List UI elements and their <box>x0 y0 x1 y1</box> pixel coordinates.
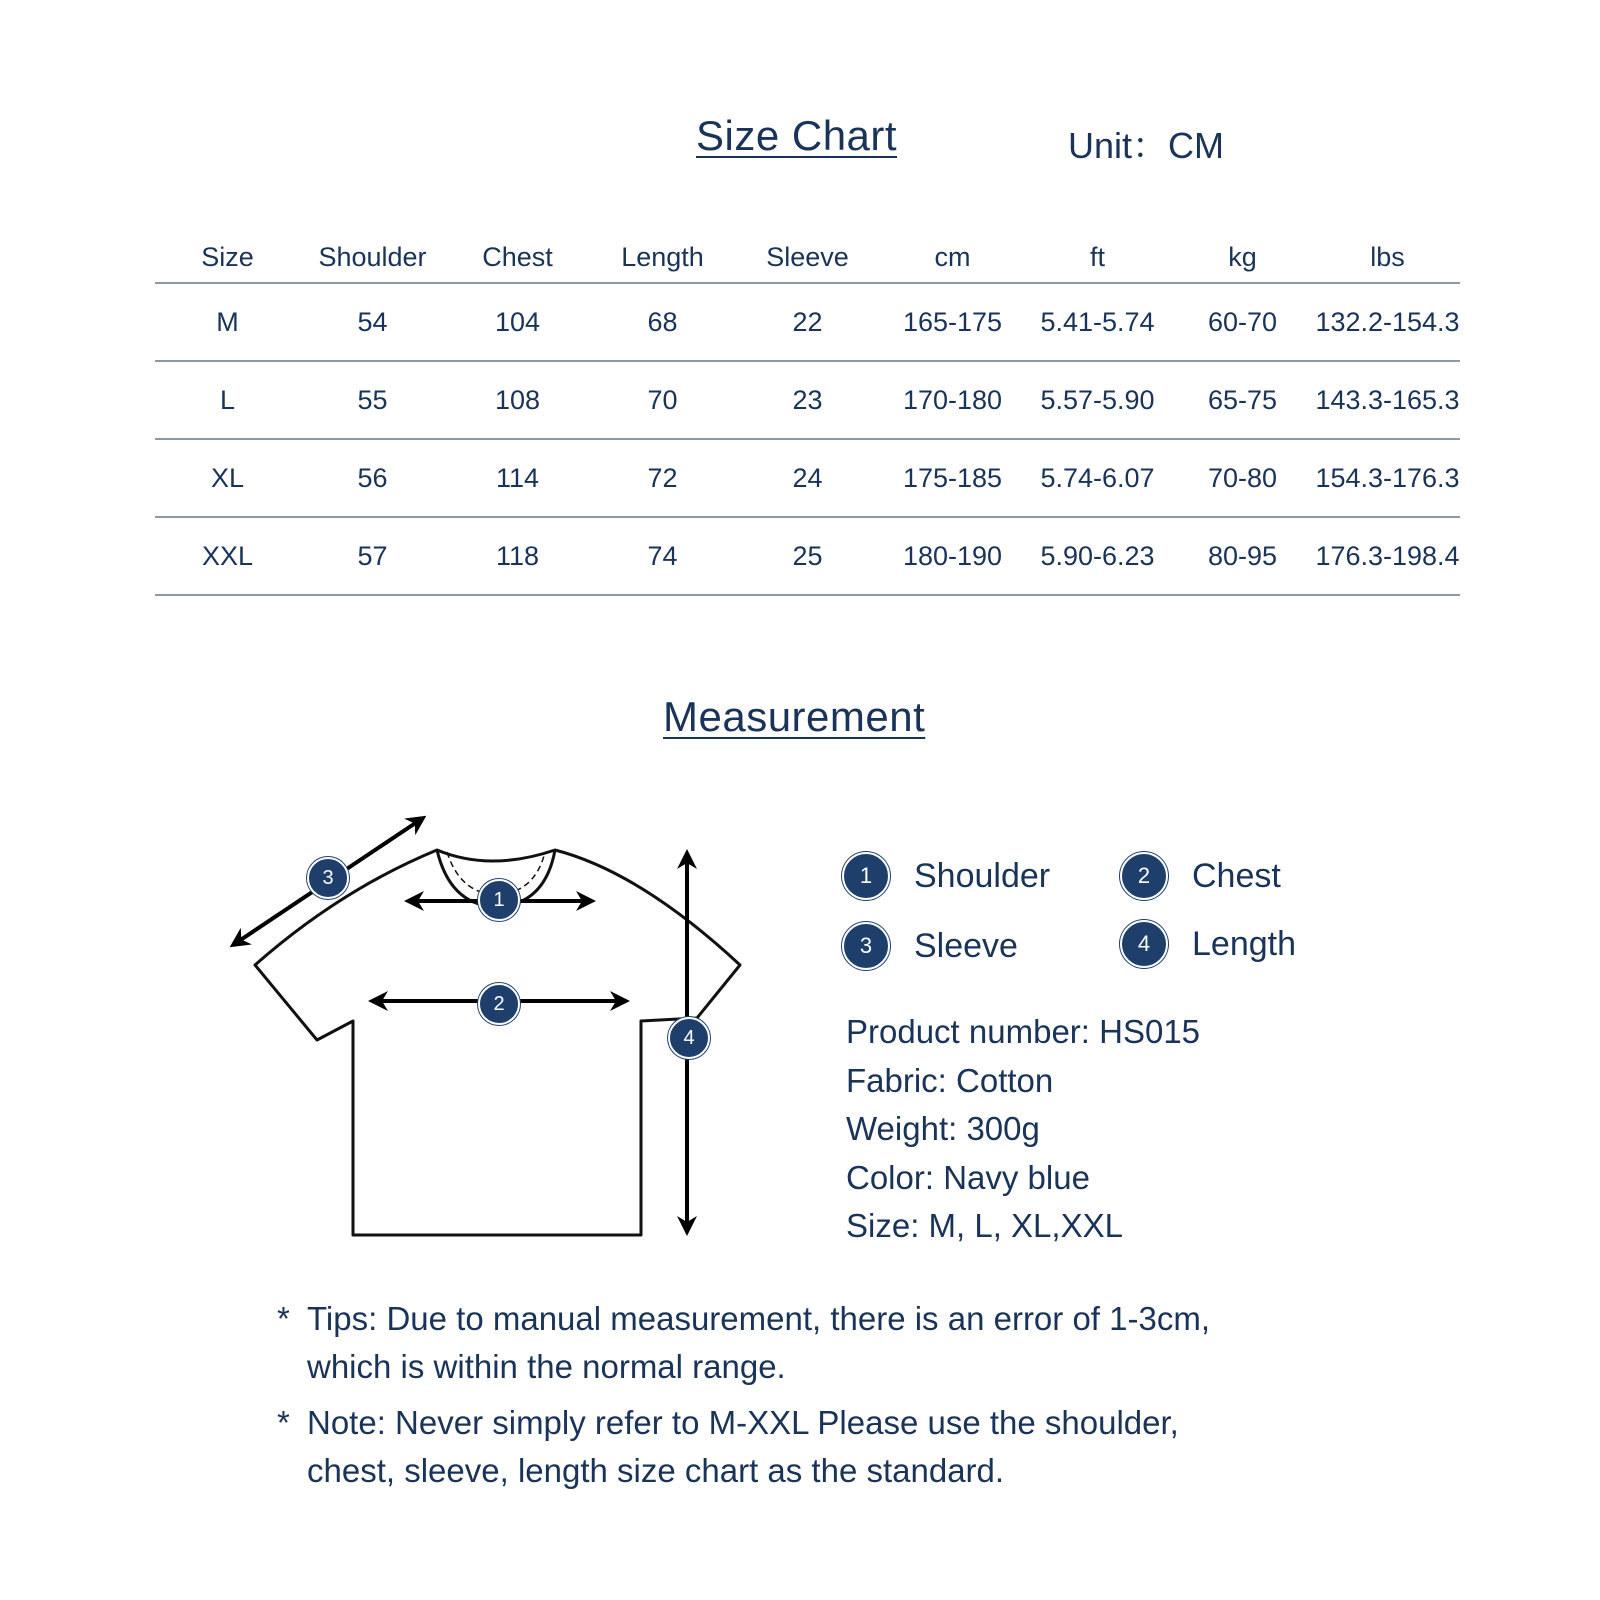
table-cell: 5.74-6.07 <box>1025 439 1170 517</box>
tshirt-diagram <box>0 0 800 1260</box>
column-header-cm: cm <box>880 232 1025 283</box>
table-cell: 170-180 <box>880 361 1025 439</box>
legend-badge: 4 <box>1120 920 1168 968</box>
table-cell: 23 <box>735 361 880 439</box>
table-cell: 72 <box>590 439 735 517</box>
table-cell: 108 <box>445 361 590 439</box>
size-chart-title: Size Chart <box>696 112 898 159</box>
diagram-badge-length: 4 <box>668 1017 710 1059</box>
product-number: Product number: HS015 <box>846 1013 1201 1050</box>
table-cell: 60-70 <box>1170 283 1315 361</box>
table-cell: 5.57-5.90 <box>1025 361 1170 439</box>
legend-badge: 1 <box>842 852 890 900</box>
product-weight: Weight: 300g <box>846 1110 1040 1147</box>
legend-item-length <box>1120 920 1296 968</box>
note-line: chest, sleeve, length size chart as the standard. <box>307 1452 1005 1489</box>
table-cell: XL <box>155 439 300 517</box>
table-cell: 65-75 <box>1170 361 1315 439</box>
table-cell: 22 <box>735 283 880 361</box>
table-cell: 180-190 <box>880 517 1025 595</box>
legend-label: Sleeve <box>914 926 1018 965</box>
legend-label: Chest <box>1192 856 1281 895</box>
table-cell: 118 <box>445 517 590 595</box>
table-cell: L <box>155 361 300 439</box>
unit-label: Unit：CM <box>1068 125 1225 166</box>
notes <box>277 1295 1210 1503</box>
note-note <box>277 1399 1210 1495</box>
table-cell: 57 <box>300 517 445 595</box>
column-header-shoulder: Shoulder <box>300 232 445 283</box>
legend-item-shoulder <box>842 852 1050 900</box>
table-cell: 104 <box>445 283 590 361</box>
table-cell: 143.3-165.3 <box>1315 361 1460 439</box>
column-header-lbs: lbs <box>1315 232 1460 283</box>
tips-note <box>277 1295 1210 1391</box>
table-cell: 24 <box>735 439 880 517</box>
diagram-badge-chest: 2 <box>478 983 520 1025</box>
product-info <box>846 1008 1200 1251</box>
measurement-title: Measurement <box>663 693 926 740</box>
column-header-chest: Chest <box>445 232 590 283</box>
table-cell: 132.2-154.3 <box>1315 283 1460 361</box>
table-cell: 5.41-5.74 <box>1025 283 1170 361</box>
product-sizes: Size: M, L, XL,XXL <box>846 1207 1123 1244</box>
note-star: * <box>277 1300 290 1337</box>
table-cell: 5.90-6.23 <box>1025 517 1170 595</box>
column-header-sleeve: Sleeve <box>735 232 880 283</box>
table-cell: 154.3-176.3 <box>1315 439 1460 517</box>
table-cell: 55 <box>300 361 445 439</box>
table-cell: 68 <box>590 283 735 361</box>
column-header-length: Length <box>590 232 735 283</box>
note-line: Tips: Due to manual measurement, there is an error of 1-3cm, <box>307 1300 1210 1337</box>
table-cell: 176.3-198.4 <box>1315 517 1460 595</box>
table-cell: 175-185 <box>880 439 1025 517</box>
table-cell: 56 <box>300 439 445 517</box>
legend-badge: 3 <box>842 922 890 970</box>
note-line: which is within the normal range. <box>307 1348 786 1385</box>
column-header-size: Size <box>155 232 300 283</box>
product-color: Color: Navy blue <box>846 1158 1090 1196</box>
table-cell: 165-175 <box>880 283 1025 361</box>
column-header-ft: ft <box>1025 232 1170 283</box>
table-cell: 70-80 <box>1170 439 1315 517</box>
legend-label: Shoulder <box>914 856 1051 895</box>
table-cell: XXL <box>155 517 300 595</box>
product-fabric: Fabric: Cotton <box>846 1061 1054 1099</box>
legend-item-sleeve <box>842 922 1018 970</box>
legend-item-chest <box>1120 852 1281 900</box>
diagram-badge-sleeve: 3 <box>307 857 349 899</box>
table-cell: 70 <box>590 361 735 439</box>
table-cell: 25 <box>735 517 880 595</box>
table-cell: 114 <box>445 439 590 517</box>
note-star: * <box>277 1404 290 1441</box>
legend-label: Length <box>1192 924 1296 963</box>
diagram-badge-shoulder: 1 <box>478 879 520 921</box>
note-line: Note: Never simply refer to M-XXL Please use the shoulder, <box>307 1404 1179 1441</box>
column-header-kg: kg <box>1170 232 1315 283</box>
table-cell: 74 <box>590 517 735 595</box>
table-cell: 80-95 <box>1170 517 1315 595</box>
table-cell: 54 <box>300 283 445 361</box>
table-cell: M <box>155 283 300 361</box>
legend-badge: 2 <box>1120 852 1168 900</box>
